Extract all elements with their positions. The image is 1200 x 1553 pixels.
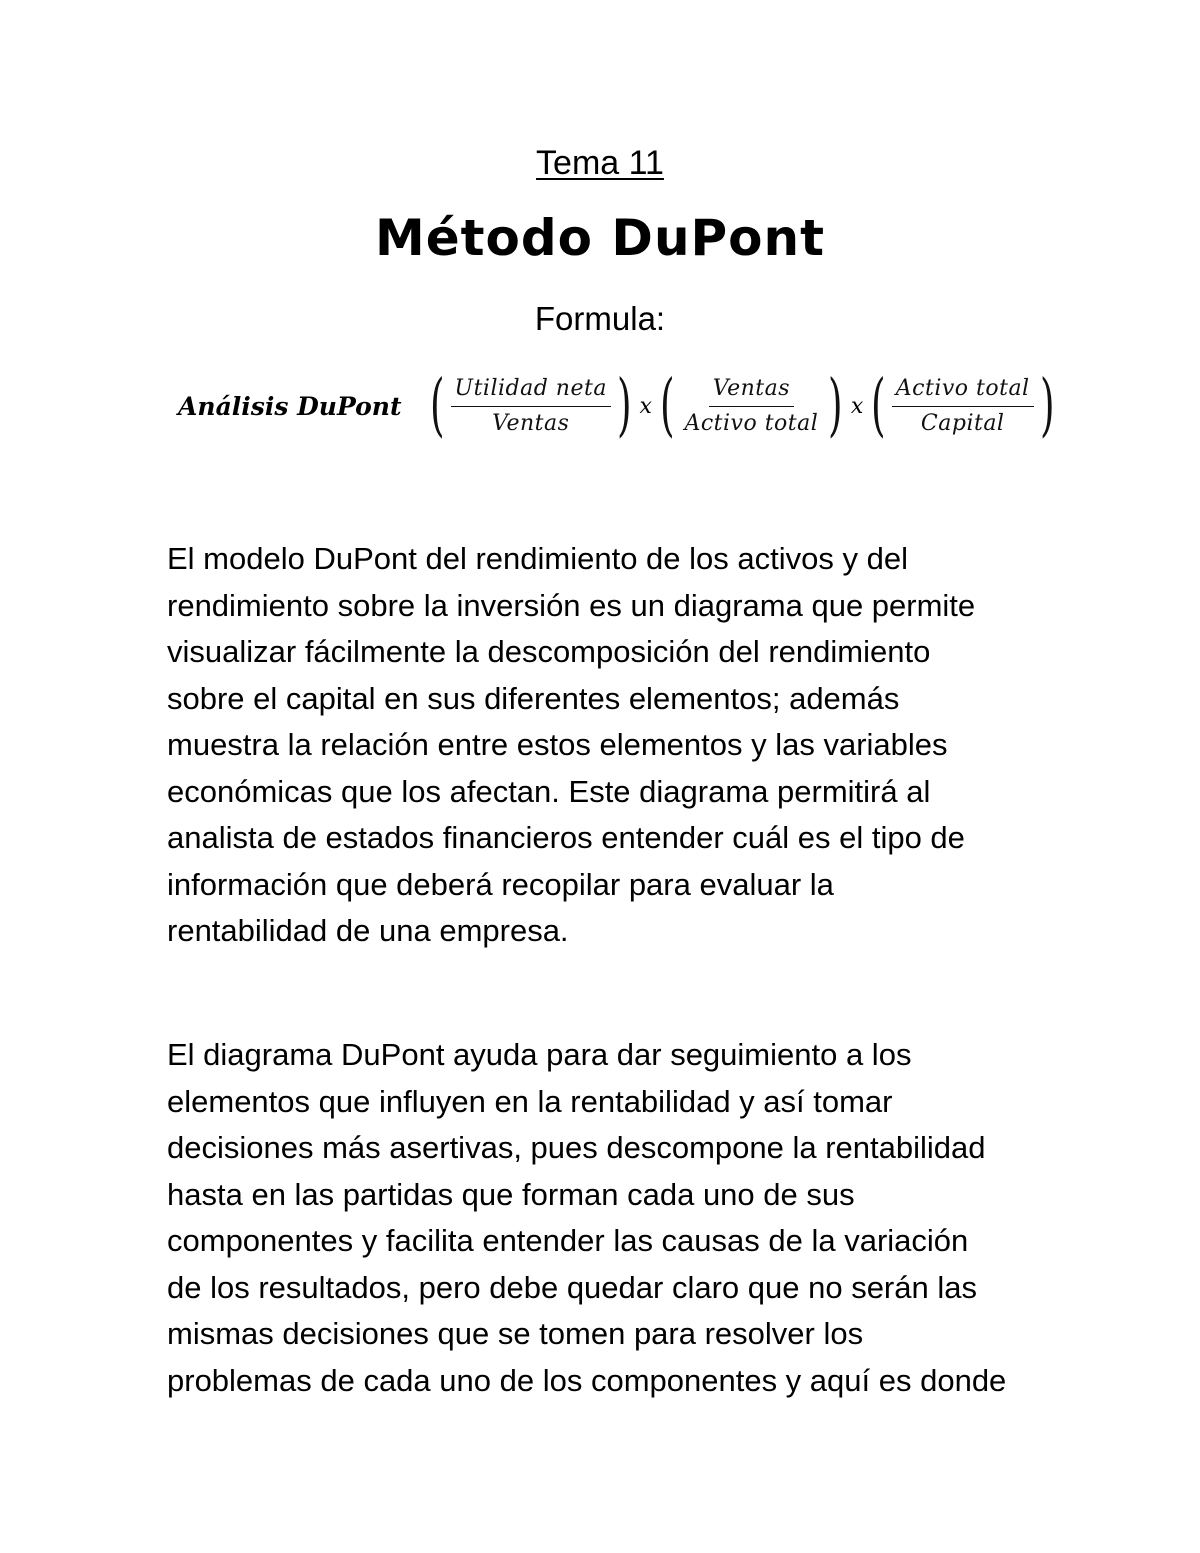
- text-line: hasta en las partidas que forman cada uno de sus: [167, 1176, 855, 1212]
- close-paren: ): [828, 366, 843, 445]
- fraction-leverage: [892, 374, 1034, 439]
- text-line: rendimiento sobre la inversión es un diagrama que permite: [167, 587, 976, 623]
- dupont-formula: [178, 366, 1060, 446]
- multiply-sign: x: [850, 393, 864, 419]
- fraction-margin: [451, 374, 611, 439]
- fraction-denominator: Capital: [920, 410, 1005, 436]
- paragraph-dupont-model: [167, 536, 1047, 955]
- fraction-denominator: Activo total: [684, 410, 819, 436]
- fraction-numerator: Activo total: [892, 374, 1034, 407]
- text-line: El diagrama DuPont ayuda para dar seguimiento a los: [167, 1037, 912, 1072]
- text-line: decisiones más asertivas, pues descompone la rentabilidad: [167, 1130, 986, 1165]
- close-paren: ): [616, 366, 632, 445]
- fraction-turnover: [680, 374, 822, 439]
- text-line: componentes y facilita entender las causas de la variación: [167, 1223, 969, 1258]
- document-title: Método DuPont: [374, 209, 826, 267]
- text-line: muestra la relación entre estos elementos y las variables: [167, 727, 948, 762]
- open-paren: (: [659, 366, 675, 445]
- text-line: El modelo DuPont del rendimiento de los activos y del: [167, 541, 908, 576]
- text-line: elementos que influyen en la rentabilidad y así tomar: [167, 1083, 893, 1119]
- text-line: de los resultados, pero debe quedar claro que no serán las: [167, 1269, 977, 1305]
- formula-label: Formula:: [534, 300, 666, 337]
- text-line: económicas que los afectan. Este diagrama permitirá al: [167, 773, 931, 809]
- text-line: información que deberá recopilar para evaluar la: [167, 866, 834, 902]
- text-line: problemas de cada uno de los componentes y aquí es donde: [167, 1362, 1007, 1398]
- fraction-denominator: Ventas: [492, 410, 570, 436]
- text-line: rentabilidad de una empresa.: [167, 913, 569, 948]
- fraction-numerator: Utilidad neta: [451, 374, 611, 407]
- topic-heading: Tema 11: [536, 144, 664, 182]
- open-paren: (: [871, 366, 886, 445]
- open-paren: (: [429, 366, 445, 445]
- fraction-numerator: Ventas: [709, 374, 794, 407]
- text-line: analista de estados financieros entender cuál es el tipo de: [167, 820, 965, 855]
- multiply-sign: x: [639, 393, 652, 419]
- formula-name: Análisis DuPont: [178, 391, 402, 421]
- paragraph-dupont-diagram: [167, 1032, 1047, 1404]
- text-line: sobre el capital en sus diferentes elementos; además: [167, 680, 900, 716]
- text-line: mismas decisiones que se tomen para resolver los: [167, 1316, 864, 1351]
- close-paren: ): [1039, 366, 1055, 445]
- text-line: visualizar fácilmente la descomposición del rendimiento: [167, 634, 931, 669]
